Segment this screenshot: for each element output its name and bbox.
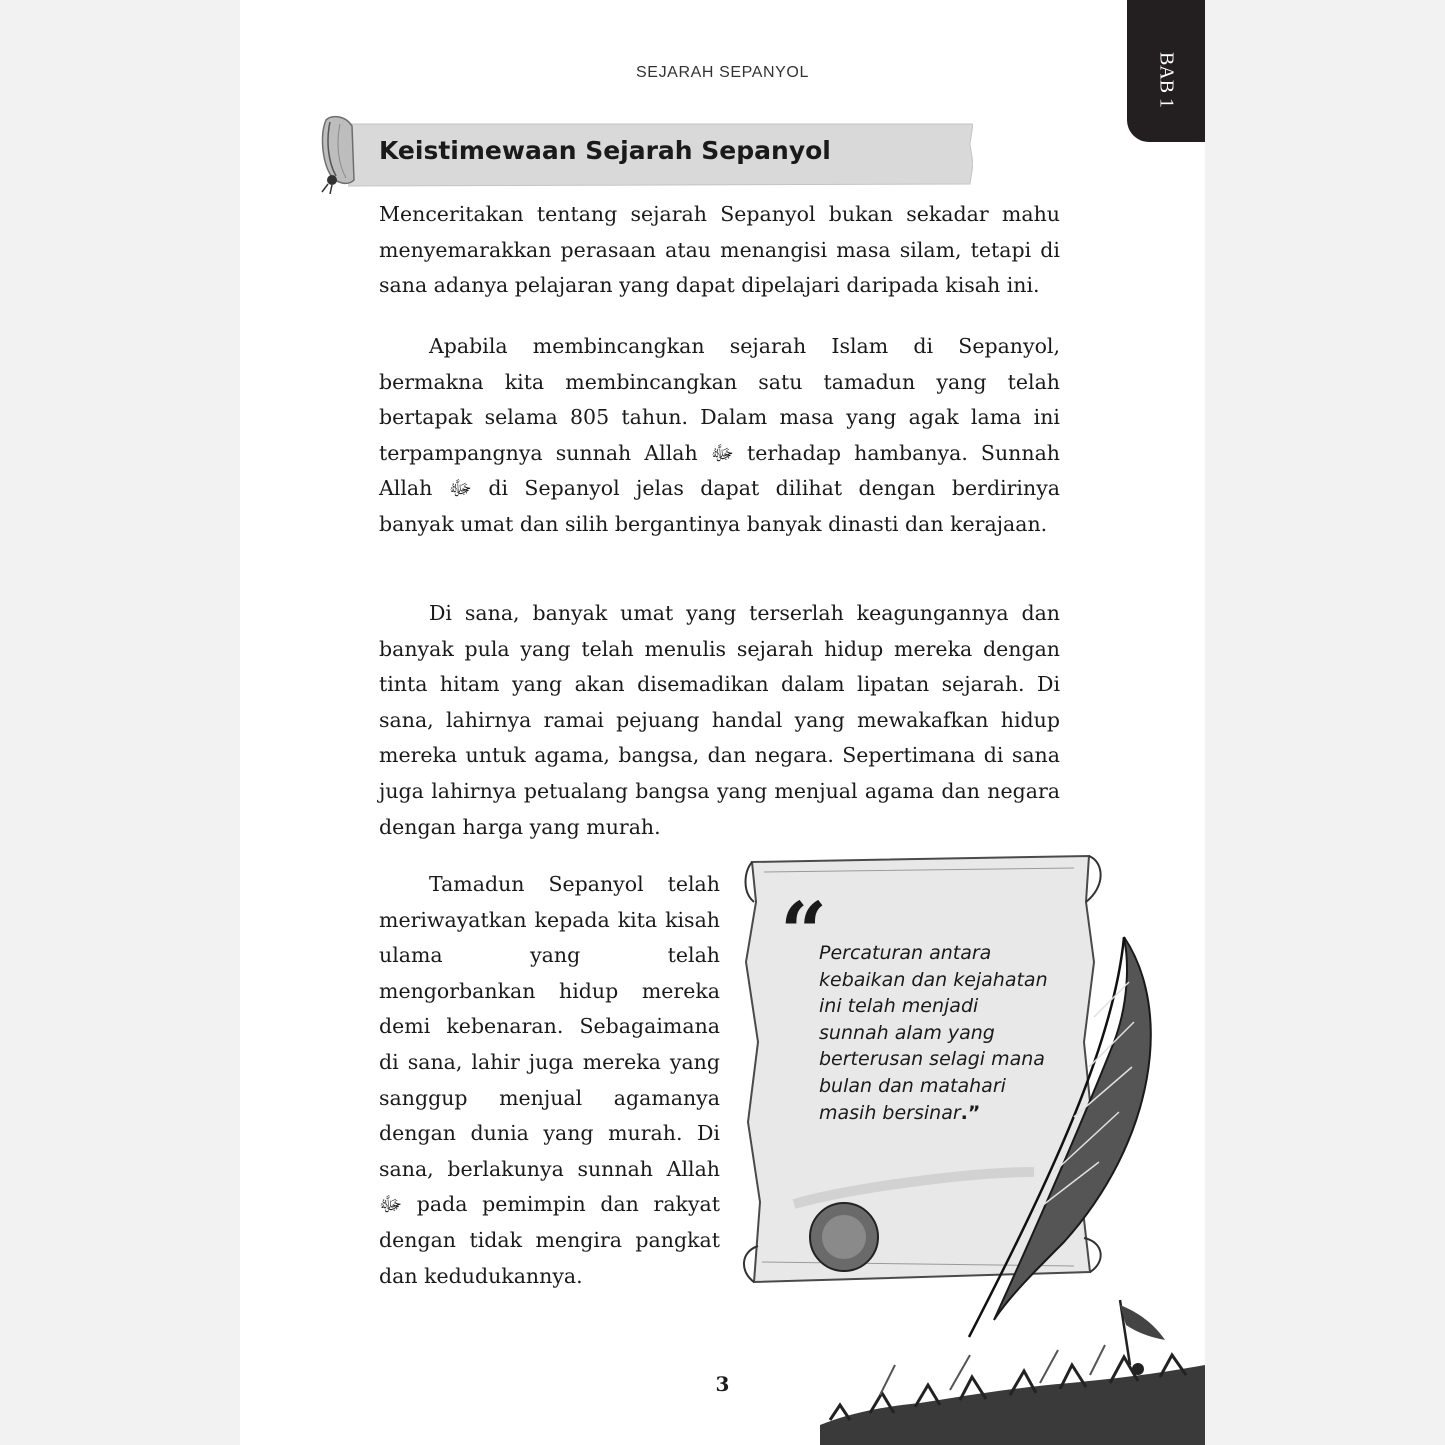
running-head: SEJARAH SEPANYOL	[636, 64, 809, 81]
quote-close-mark: .”	[960, 1101, 981, 1124]
battle-scene-icon	[820, 1295, 1205, 1445]
book-page	[240, 0, 1205, 1445]
section-heading-banner	[318, 114, 973, 194]
quote-open-mark: “	[780, 885, 828, 981]
paragraph-4: Tamadun Sepanyol telah meriwayatkan kepada kita kisah ulama yang telah mengorbankan hidup mereka demi kebenaran. Sebagaimana di sana, lahir juga mereka yang sanggup menjual agamanya dengan dunia yang murah. Di sana, berlakunya sunnah Allah ﷻ pada pemimpin dan rakyat dengan tidak mengira pangkat dan kedudukannya.	[379, 872, 720, 1288]
pull-quote-text: Percaturan antara kebaikan dan kejahatan ini telah menjadi sunnah alam yang berterusan selagi mana bulan dan matahari masih bersinar	[819, 942, 1048, 1124]
paragraph-2: Apabila membincangkan sejarah Islam di Sepanyol, bermakna kita membincangkan satu tamadun yang telah bertapak selama 805 tahun. Dalam masa yang agak lama ini terpampangnya sunnah Allah ﷻ terhadap hambanya. Sunnah Allah ﷻ di Sepanyol jelas dapat dilihat dengan berdirinya banyak umat dan silih bergantinya banyak dinasti dan kerajaan.	[379, 334, 1060, 536]
paragraph-1: Menceritakan tentang sejarah Sepanyol bukan sekadar mahu menyemarakkan perasaan atau menangisi masa silam, tetapi di sana adanya pelajaran yang dapat dipelajari daripada kisah ini.	[379, 202, 1060, 298]
chapter-tab	[1127, 0, 1205, 142]
page-number: 3	[715, 1372, 730, 1396]
chapter-tab-label: BAB 1	[1155, 51, 1178, 109]
section-title: Keistimewaan Sejarah Sepanyol	[379, 136, 831, 165]
paragraph-3: Di sana, banyak umat yang terserlah keagungannya dan banyak pula yang telah menulis sejarah hidup mereka dengan tinta hitam yang akan disemadikan dalam lipatan sejarah. Di sana, lahirnya ramai pejuang handal yang mewakafkan hidup mereka untuk agama, bangsa, dan negara. Sepertimana di sana juga lahirnya petualang bangsa yang menjual agama dan negara dengan harga yang murah.	[379, 601, 1060, 839]
pull-quote	[819, 940, 1049, 1126]
